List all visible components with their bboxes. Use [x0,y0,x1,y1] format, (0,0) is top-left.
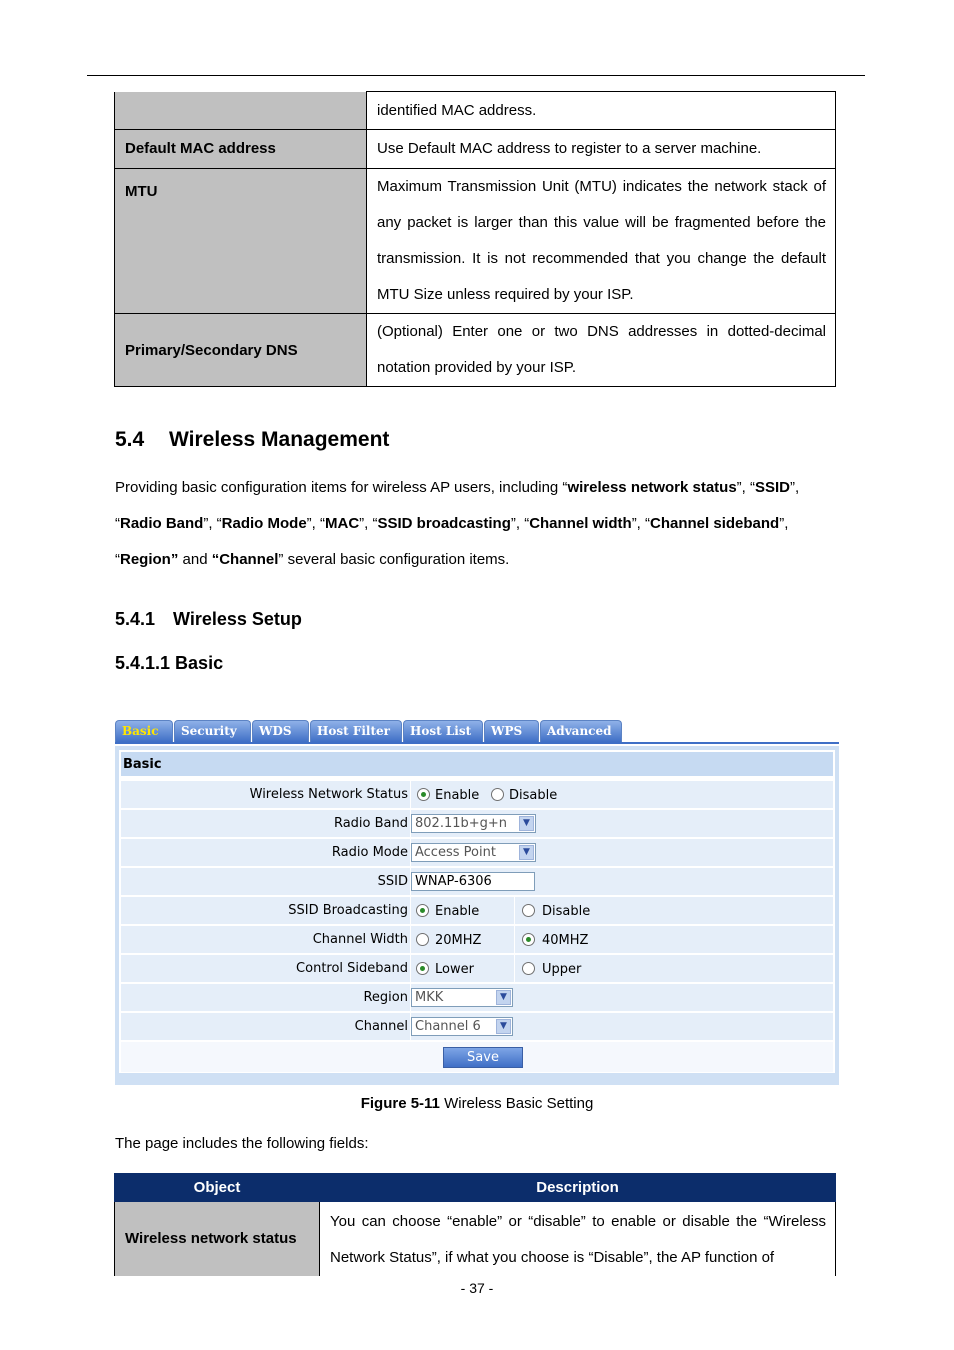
region-value: MKK [415,990,444,1005]
intro-text: ” several basic configuration items. [278,551,510,568]
label-channel-width: Channel Width [312,932,408,947]
tab-basic[interactable]: Basic [115,720,173,742]
chevron-down-icon: ▼ [496,990,511,1005]
width-40mhz-radio[interactable] [522,933,535,946]
broadcast-disable-label: Disable [542,904,591,919]
subsection-title: Wireless Setup [173,609,302,629]
row-ssid-broadcasting [121,897,833,924]
row-ssid [121,868,833,895]
intro-term: Radio Band [120,515,204,532]
label-ssid: SSID [377,874,408,889]
divider [514,897,515,924]
intro-term: SSID broadcasting [377,515,511,532]
tab-host-list[interactable]: Host List [403,720,483,742]
intro-text: ”, “ [510,515,530,532]
intro-term: MAC [325,515,360,532]
param-description: Use Default MAC address to register to a server machine. [367,130,836,169]
ssid-input[interactable]: WNAP-6306 [411,872,535,891]
divider [514,926,515,953]
param-name: Primary/Secondary DNS [115,314,367,387]
label-channel: Channel [354,1019,408,1034]
section-title: Wireless Management [169,428,390,451]
sideband-lower-label: Lower [435,962,474,977]
sideband-lower-radio[interactable] [416,962,429,975]
tab-underline [115,742,839,744]
radio-mode-select[interactable] [411,843,536,862]
table-header-row [115,1174,836,1202]
table-row [115,1202,836,1277]
row-control-sideband [121,955,833,982]
row-wireless-status [121,781,833,808]
wireless-basic-screenshot [115,718,839,1085]
divider [410,897,411,924]
tab-advanced[interactable]: Advanced [540,720,622,742]
intro-text: ”, “ [203,515,222,532]
tab-security[interactable]: Security [174,720,251,742]
page-number: - 37 - [460,1280,494,1296]
row-save [121,1042,833,1072]
row-channel-width [121,926,833,953]
label-wireless-status: Wireless Network Status [249,787,408,802]
object-description: You can choose “enable” or “disable” to enable or disable the “Wireless Network Status”, if what you choose is “Disable”, the AP function of [320,1202,836,1277]
status-disable-label: Disable [509,788,558,803]
header-description: Description [320,1174,836,1202]
intro-text: ”, “ [736,479,755,496]
broadcast-enable-radio[interactable] [416,904,429,917]
param-name [115,92,367,130]
header-rule [87,75,865,76]
intro-text: Providing basic configuration items for wireless AP users, including “ [115,479,568,496]
intro-text: ”, “ [306,515,325,532]
row-radio-mode [121,839,833,866]
label-radio-mode: Radio Mode [331,845,408,860]
chevron-down-icon: ▼ [496,1019,511,1034]
intro-term: Channel sideband [650,515,780,532]
region-select[interactable] [411,988,513,1007]
width-20mhz-label: 20MHZ [435,933,482,948]
subsubsection-heading: 5.4.1.1 Basic [115,653,224,673]
param-name: MTU [115,169,367,314]
tab-wds[interactable]: WDS [252,720,309,742]
settings-panel [115,746,839,1085]
figure-number: Figure 5-11 [360,1095,440,1112]
status-enable-label: Enable [435,788,480,803]
label-radio-band: Radio Band [333,816,408,831]
parameter-table [114,91,836,387]
table-row [115,169,836,314]
channel-value: Channel 6 [415,1019,481,1034]
label-control-sideband: Control Sideband [296,961,408,976]
label-ssid-broadcasting: SSID Broadcasting [288,903,408,918]
header-object: Object [115,1174,320,1202]
width-20mhz-radio[interactable] [416,933,429,946]
tab-wps[interactable]: WPS [484,720,539,742]
save-button[interactable]: Save [443,1047,523,1068]
status-enable-radio[interactable] [417,788,430,801]
broadcast-enable-label: Enable [435,904,480,919]
chevron-down-icon: ▼ [519,845,534,860]
sideband-upper-radio[interactable] [522,962,535,975]
radio-mode-value: Access Point [415,845,496,860]
divider [410,781,411,808]
intro-term: Radio Mode [221,515,307,532]
status-disable-radio[interactable] [491,788,504,801]
param-description: (Optional) Enter one or two DNS addresses in dotted-decimal notation provided by your ISP. [367,314,836,387]
param-name: Default MAC address [115,130,367,169]
row-radio-band [121,810,833,837]
intro-text: ”, “ [631,515,651,532]
param-description: Maximum Transmission Unit (MTU) indicates the network stack of any packet is larger than this value will be fragmented before the transmission. It is not recommended that you change the default MTU Size unless required by your ISP. [367,169,836,314]
intro-paragraph [115,470,845,578]
intro-term: Channel width [529,515,632,532]
radio-band-value: 802.11b+g+n [415,816,508,831]
intro-term: “Channel [211,551,279,568]
section-number: 5.4 [115,428,145,451]
radio-band-select[interactable] [411,814,536,833]
intro-text: ”, “ [115,479,800,532]
chevron-down-icon: ▼ [519,816,534,831]
broadcast-disable-radio[interactable] [522,904,535,917]
object-description-table [114,1173,836,1276]
subsection-heading [115,609,302,630]
intro-term: wireless network status [567,479,737,496]
divider [410,955,411,982]
label-region: Region [363,990,408,1005]
table-row [115,92,836,130]
param-description: identified MAC address. [367,92,836,130]
section-heading [115,428,389,452]
intro-text: and [178,551,212,568]
divider [410,926,411,953]
table-row [115,314,836,387]
subsection-number: 5.4.1 [115,609,156,629]
row-region [121,984,833,1011]
object-name: Wireless network status [115,1202,320,1277]
intro-text: ”, “ [359,515,378,532]
width-40mhz-label: 40MHZ [542,933,589,948]
intro-text: ”, “ [115,515,789,568]
table-row [115,130,836,169]
row-channel [121,1013,833,1040]
channel-select[interactable] [411,1017,513,1036]
sideband-upper-label: Upper [542,962,582,977]
figure-caption [0,1095,954,1112]
divider [514,955,515,982]
intro-term: Region” [120,551,179,568]
panel-title: Basic [121,752,833,776]
fields-intro: The page includes the following fields: [115,1135,369,1152]
settings-form [119,750,835,1073]
figure-title: Wireless Basic Setting [439,1095,594,1112]
intro-term: SSID [755,479,791,496]
tab-bar [115,720,623,744]
tab-host-filter[interactable]: Host Filter [310,720,402,742]
